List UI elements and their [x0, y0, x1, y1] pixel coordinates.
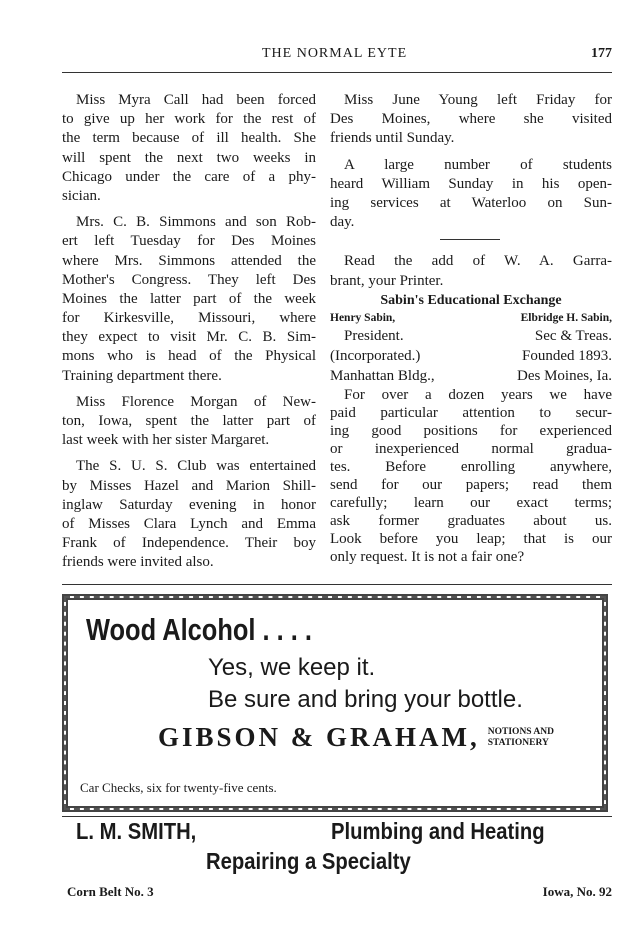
text-line: Miss June Young left Friday for	[344, 92, 612, 108]
text-line: Read the add of W. A. Garra-	[344, 253, 612, 270]
sabin-info-row	[330, 346, 612, 366]
smith-name: L. M. SMITH,	[76, 818, 197, 844]
short-rule	[440, 239, 500, 240]
left-column	[62, 91, 316, 580]
running-head	[62, 46, 612, 66]
smith-trade: Plumbing and Heating	[331, 818, 545, 844]
text-line: will spent the next two weeks in	[62, 149, 316, 166]
text-line: or inexperienced normal gradua-	[330, 441, 612, 457]
sabin-info-cell: Des Moines, Ia.	[517, 368, 612, 384]
ad-firm-row	[158, 722, 554, 753]
text-line: ing good positions for experienced	[330, 423, 612, 439]
text-line: Mrs. C. B. Simmons and son Rob-	[76, 214, 316, 231]
right-column-notes	[330, 91, 612, 298]
text-line: friends were invited also.	[62, 554, 214, 571]
sabin-info-cell: President.	[344, 328, 404, 344]
ad-car-checks: Car Checks, six for twenty-five cents.	[80, 780, 277, 795]
ad-line-2: Be sure and bring your bottle.	[208, 686, 523, 713]
officer-left: Henry Sabin,	[330, 312, 396, 324]
text-line: ert left Tuesday for Des Moines	[62, 233, 316, 250]
text-line: carefully; learn our exact terms;	[330, 495, 612, 511]
text-line: of Misses Clara Lynch and Emma	[62, 515, 316, 532]
text-line: Chicago under the care of a phy-	[62, 168, 316, 185]
officer-right: Elbridge H. Sabin,	[520, 312, 612, 324]
text-line: For over a dozen years we have	[344, 387, 612, 403]
sabin-info-cell: Manhattan Bldg.,	[330, 368, 435, 384]
section-rule	[62, 584, 612, 585]
paragraph	[62, 91, 316, 206]
text-line: by Misses Hazel and Marion Shill-	[62, 477, 316, 494]
ad-headline: Wood Alcohol . . . .	[86, 612, 312, 647]
text-line: mons who is head of the Physical	[62, 348, 316, 365]
paragraph	[62, 393, 316, 451]
text-line: last week with her sister Margaret.	[62, 432, 270, 449]
text-line: Mother's Congress. They left Des	[62, 271, 316, 288]
text-line: The S. U. S. Club was entertained	[76, 458, 316, 475]
text-line: friends until Sunday.	[330, 130, 455, 147]
text-line: Miss Myra Call had been forced	[76, 92, 316, 108]
sabin-exchange-notice	[330, 292, 612, 573]
text-line: they expect to visit Mr. C. B. Sim-	[62, 329, 316, 346]
sabin-info-row	[330, 326, 612, 346]
text-line: sician.	[62, 187, 101, 204]
wood-alcohol-ad	[62, 594, 608, 812]
page-number: 177	[591, 46, 612, 61]
ad-firm-name: GIBSON & GRAHAM,	[158, 722, 480, 752]
text-line: Miss Florence Morgan of New-	[76, 393, 316, 410]
text-line: Training department there.	[62, 367, 222, 384]
text-line: only request. It is not a fair one?	[330, 549, 525, 565]
text-line: inglaw Saturday evening in honor	[62, 496, 316, 513]
ad-line-1: Yes, we keep it.	[208, 654, 376, 681]
header-rule	[62, 72, 612, 73]
text-line: Moines the latter part of the week	[62, 290, 316, 307]
sabin-heading: Sabin's Educational Exchange	[380, 293, 562, 308]
sabin-officers	[330, 310, 612, 326]
text-line: A large number of students	[344, 156, 612, 173]
text-line: for Kirkesville, Missouri, where	[62, 310, 316, 327]
ad-bottom-rule	[62, 816, 612, 817]
text-line: paid particular attention to secur-	[330, 405, 612, 421]
text-line: heard William Sunday in his open-	[330, 175, 612, 192]
text-line: the term because of ill health. She	[62, 130, 316, 147]
text-line: brant, your Printer.	[330, 272, 444, 289]
text-line: day.	[330, 214, 355, 231]
text-line: Look before you leap; that is our	[330, 531, 612, 547]
paragraph	[330, 156, 612, 233]
text-line: ton, Iowa, spent the latter part of	[62, 413, 316, 429]
sabin-info-cell: Founded 1893.	[522, 348, 612, 364]
text-line: to give up her work for the rest of	[62, 111, 316, 128]
ad-firm-type	[488, 727, 554, 749]
text-line: ing services at Waterloo on Sun-	[330, 194, 612, 211]
footer-right: Iowa, No. 92	[542, 884, 612, 899]
text-line: tes. Before enrolling anywhere,	[330, 459, 612, 475]
smith-specialty: Repairing a Specialty	[206, 848, 411, 874]
text-line: Des Moines, where she visited	[330, 111, 612, 128]
text-line: send for our papers; read them	[330, 477, 612, 493]
sabin-info-cell: (Incorporated.)	[330, 348, 421, 364]
ad-stationery: STATIONERY	[487, 737, 549, 748]
journal-title: THE NORMAL EYTE	[262, 46, 408, 61]
paragraph	[330, 252, 612, 290]
paragraph	[330, 91, 612, 149]
sabin-info-cell: Sec & Treas.	[534, 328, 612, 344]
paragraph	[62, 457, 316, 572]
paragraph	[330, 386, 612, 566]
ad-notions: NOTIONS AND	[487, 726, 555, 737]
text-line: ask former graduates about us.	[330, 513, 612, 529]
paragraph	[62, 213, 316, 386]
text-line: where Mrs. Simmons attended the	[62, 252, 316, 269]
text-line: Frank of Independence. Their boy	[62, 535, 316, 552]
footer-left: Corn Belt No. 3	[67, 884, 154, 899]
sabin-info-row	[330, 366, 612, 386]
